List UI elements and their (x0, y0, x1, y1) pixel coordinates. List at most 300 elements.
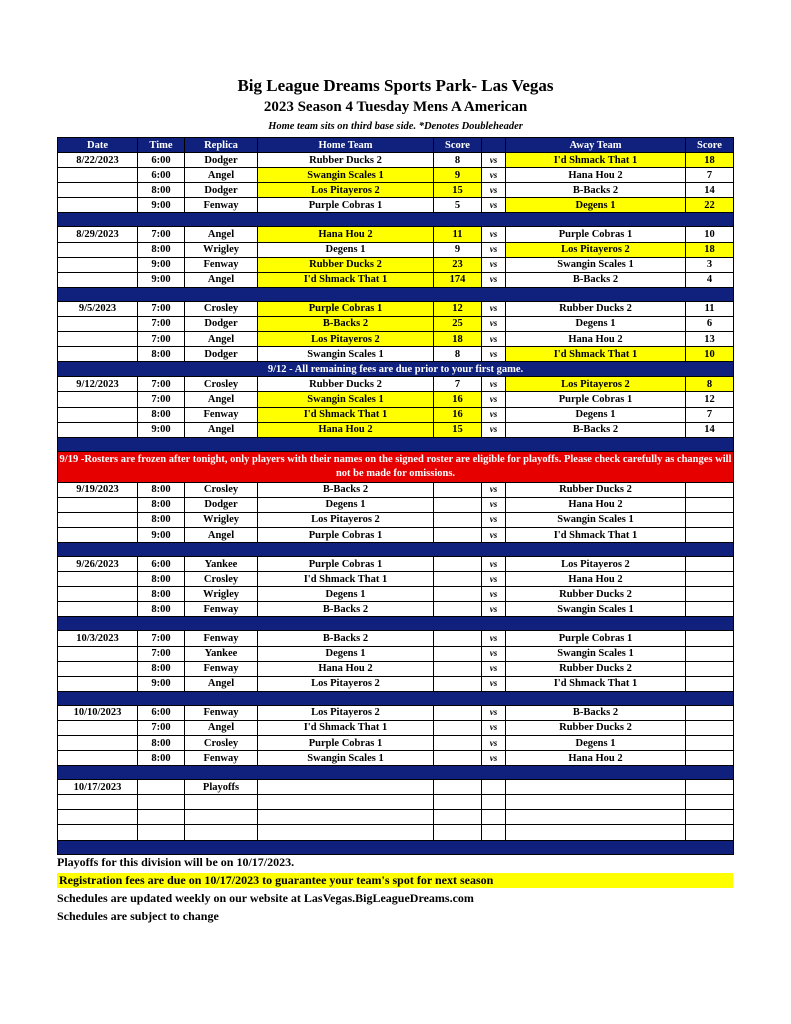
vs-label: vs (482, 227, 506, 242)
home-team: B-Backs 2 (258, 631, 434, 646)
vs-label: vs (482, 602, 506, 617)
game-time: 7:00 (138, 631, 185, 646)
game-row (58, 482, 734, 497)
game-date: 8/29/2023 (58, 227, 138, 242)
game-date (58, 257, 138, 272)
game-row (58, 810, 734, 825)
separator-cell (58, 213, 734, 227)
away-team: Swangin Scales 1 (506, 512, 686, 527)
game-date: 10/3/2023 (58, 631, 138, 646)
week-separator (58, 691, 734, 705)
home-score (434, 587, 482, 602)
home-score: 15 (434, 183, 482, 198)
footer-change-note: Schedules are subject to change (57, 909, 219, 923)
week-separator (58, 287, 734, 301)
vs-label: vs (482, 661, 506, 676)
away-team: B-Backs 2 (506, 272, 686, 287)
field-replica: Fenway (185, 602, 258, 617)
away-score (686, 557, 734, 572)
away-team (506, 825, 686, 840)
week-separator (58, 840, 734, 854)
game-date (58, 825, 138, 840)
home-score: 16 (434, 407, 482, 422)
home-score (434, 780, 482, 795)
game-time: 6:00 (138, 557, 185, 572)
game-row (58, 512, 734, 527)
home-team: Purple Cobras 1 (258, 736, 434, 751)
game-date (58, 407, 138, 422)
vs-label: vs (482, 257, 506, 272)
field-replica: Angel (185, 720, 258, 735)
field-replica: Crosley (185, 482, 258, 497)
away-score (686, 512, 734, 527)
home-score: 8 (434, 153, 482, 168)
game-time: 7:00 (138, 316, 185, 331)
game-row (58, 153, 734, 168)
home-team: B-Backs 2 (258, 602, 434, 617)
field-replica: Angel (185, 527, 258, 542)
away-score: 3 (686, 257, 734, 272)
field-replica: Fenway (185, 705, 258, 720)
home-team: I'd Shmack That 1 (258, 407, 434, 422)
game-date (58, 272, 138, 287)
away-score (686, 631, 734, 646)
game-date (58, 751, 138, 766)
game-date (58, 512, 138, 527)
footer-playoffs-note: Playoffs for this division will be on 10/17/2023. (57, 855, 295, 869)
away-team: Rubber Ducks 2 (506, 661, 686, 676)
field-replica: Wrigley (185, 512, 258, 527)
vs-label: vs (482, 272, 506, 287)
game-row (58, 332, 734, 347)
home-score: 18 (434, 332, 482, 347)
game-row (58, 257, 734, 272)
schedule-table (57, 137, 734, 855)
separator-cell (58, 691, 734, 705)
home-score: 8 (434, 347, 482, 362)
field-replica: Yankee (185, 557, 258, 572)
game-row (58, 301, 734, 316)
home-team: Degens 1 (258, 242, 434, 257)
game-date (58, 795, 138, 810)
away-team: Hana Hou 2 (506, 332, 686, 347)
away-score: 18 (686, 153, 734, 168)
game-row (58, 602, 734, 617)
home-score (434, 497, 482, 512)
game-row (58, 347, 734, 362)
game-time: 7:00 (138, 392, 185, 407)
away-score (686, 527, 734, 542)
game-time: 6:00 (138, 705, 185, 720)
vs-label: vs (482, 316, 506, 331)
col-header-away-team: Away Team (506, 138, 686, 153)
away-score (686, 676, 734, 691)
away-score (686, 810, 734, 825)
game-row (58, 676, 734, 691)
home-score: 12 (434, 301, 482, 316)
field-replica: Angel (185, 332, 258, 347)
game-date (58, 602, 138, 617)
home-score: 174 (434, 272, 482, 287)
home-score (434, 736, 482, 751)
away-team: I'd Shmack That 1 (506, 676, 686, 691)
game-time: 8:00 (138, 242, 185, 257)
field-replica: Yankee (185, 646, 258, 661)
away-score: 14 (686, 422, 734, 437)
away-score: 13 (686, 332, 734, 347)
field-replica (185, 795, 258, 810)
field-replica: Crosley (185, 736, 258, 751)
away-score: 10 (686, 227, 734, 242)
game-date (58, 183, 138, 198)
col-header-vs (482, 138, 506, 153)
home-team: Hana Hou 2 (258, 422, 434, 437)
home-score (434, 602, 482, 617)
home-team (258, 810, 434, 825)
away-score (686, 780, 734, 795)
home-score (434, 661, 482, 676)
home-team: B-Backs 2 (258, 316, 434, 331)
vs-label: vs (482, 242, 506, 257)
game-time: 8:00 (138, 587, 185, 602)
away-team: B-Backs 2 (506, 183, 686, 198)
field-replica: Fenway (185, 257, 258, 272)
vs-label: vs (482, 736, 506, 751)
game-time: 7:00 (138, 646, 185, 661)
game-row (58, 198, 734, 213)
away-team: Swangin Scales 1 (506, 257, 686, 272)
game-row (58, 587, 734, 602)
game-row (58, 557, 734, 572)
game-time: 7:00 (138, 227, 185, 242)
away-score (686, 661, 734, 676)
vs-label: vs (482, 392, 506, 407)
home-team: Degens 1 (258, 497, 434, 512)
table-header-row (58, 138, 734, 153)
away-score (686, 572, 734, 587)
game-date: 9/12/2023 (58, 377, 138, 392)
home-score (434, 482, 482, 497)
away-score (686, 646, 734, 661)
away-team: Los Pitayeros 2 (506, 377, 686, 392)
separator-cell (58, 437, 734, 451)
away-score: 11 (686, 301, 734, 316)
game-time (138, 780, 185, 795)
game-time (138, 810, 185, 825)
game-time: 8:00 (138, 751, 185, 766)
vs-label: vs (482, 198, 506, 213)
game-date (58, 720, 138, 735)
separator-cell (58, 287, 734, 301)
game-time: 8:00 (138, 572, 185, 587)
col-header-replica: Replica (185, 138, 258, 153)
home-team: Swangin Scales 1 (258, 347, 434, 362)
game-time: 9:00 (138, 527, 185, 542)
game-row (58, 825, 734, 840)
home-score (434, 705, 482, 720)
away-team: Swangin Scales 1 (506, 646, 686, 661)
col-header-date: Date (58, 138, 138, 153)
field-replica: Crosley (185, 301, 258, 316)
home-team: Purple Cobras 1 (258, 198, 434, 213)
vs-label: vs (482, 183, 506, 198)
away-team: Degens 1 (506, 736, 686, 751)
away-score: 4 (686, 272, 734, 287)
game-time: 6:00 (138, 168, 185, 183)
away-score (686, 587, 734, 602)
game-row (58, 407, 734, 422)
game-row (58, 183, 734, 198)
fees-notice-row (58, 362, 734, 377)
away-score (686, 720, 734, 735)
away-team: I'd Shmack That 1 (506, 527, 686, 542)
field-replica: Angel (185, 422, 258, 437)
vs-label: vs (482, 347, 506, 362)
vs-label: vs (482, 422, 506, 437)
game-row (58, 497, 734, 512)
home-score (434, 631, 482, 646)
home-score: 9 (434, 168, 482, 183)
game-time: 8:00 (138, 661, 185, 676)
away-score (686, 602, 734, 617)
away-team: Degens 1 (506, 198, 686, 213)
home-score: 7 (434, 377, 482, 392)
game-time: 8:00 (138, 183, 185, 198)
home-team (258, 795, 434, 810)
away-team: Rubber Ducks 2 (506, 482, 686, 497)
roster-warning: 9/19 -Rosters are frozen after tonight, only players with their names on the signed roster are eligible for playoffs. Please check carefully as changes will not be made for omissions. (58, 451, 734, 482)
separator-cell (58, 840, 734, 854)
game-time: 8:00 (138, 482, 185, 497)
game-row (58, 392, 734, 407)
away-score (686, 751, 734, 766)
away-score: 7 (686, 407, 734, 422)
home-score (434, 572, 482, 587)
footer-registration-note: Registration fees are due on 10/17/2023 to guarantee your team's spot for next season (57, 873, 733, 888)
game-row (58, 631, 734, 646)
home-score (434, 810, 482, 825)
game-time: 8:00 (138, 347, 185, 362)
home-score (434, 676, 482, 691)
game-date (58, 646, 138, 661)
away-team (506, 780, 686, 795)
game-row (58, 795, 734, 810)
away-score: 14 (686, 183, 734, 198)
game-row (58, 780, 734, 795)
away-team (506, 795, 686, 810)
game-time: 8:00 (138, 512, 185, 527)
home-team: Los Pitayeros 2 (258, 332, 434, 347)
home-team: Hana Hou 2 (258, 661, 434, 676)
footer-website-note: Schedules are updated weekly on our website at LasVegas.BigLeagueDreams.com (57, 891, 474, 905)
vs-label: vs (482, 631, 506, 646)
game-time (138, 825, 185, 840)
home-score (434, 825, 482, 840)
field-replica: Fenway (185, 631, 258, 646)
home-team: Swangin Scales 1 (258, 392, 434, 407)
col-header-time: Time (138, 138, 185, 153)
game-row (58, 736, 734, 751)
home-score (434, 795, 482, 810)
vs-label: vs (482, 168, 506, 183)
game-date (58, 810, 138, 825)
game-date (58, 168, 138, 183)
home-score: 16 (434, 392, 482, 407)
away-score: 22 (686, 198, 734, 213)
separator-cell (58, 766, 734, 780)
vs-label: vs (482, 512, 506, 527)
home-team (258, 825, 434, 840)
vs-label (482, 825, 506, 840)
home-team: Los Pitayeros 2 (258, 512, 434, 527)
home-score (434, 751, 482, 766)
week-separator (58, 213, 734, 227)
game-row (58, 422, 734, 437)
home-team: Swangin Scales 1 (258, 751, 434, 766)
away-team: Hana Hou 2 (506, 751, 686, 766)
field-replica: Angel (185, 168, 258, 183)
game-date (58, 347, 138, 362)
game-date (58, 676, 138, 691)
vs-label (482, 810, 506, 825)
home-score: 23 (434, 257, 482, 272)
home-score: 25 (434, 316, 482, 331)
away-score: 12 (686, 392, 734, 407)
away-team: Purple Cobras 1 (506, 227, 686, 242)
separator-cell (58, 617, 734, 631)
field-replica: Angel (185, 392, 258, 407)
game-date (58, 422, 138, 437)
game-time: 9:00 (138, 198, 185, 213)
home-team: B-Backs 2 (258, 482, 434, 497)
separator-cell (58, 543, 734, 557)
game-date: 9/26/2023 (58, 557, 138, 572)
field-replica: Dodger (185, 347, 258, 362)
home-team: Rubber Ducks 2 (258, 153, 434, 168)
game-row (58, 227, 734, 242)
home-team (258, 780, 434, 795)
game-time: 6:00 (138, 153, 185, 168)
field-replica: Fenway (185, 407, 258, 422)
away-team: B-Backs 2 (506, 705, 686, 720)
game-row (58, 242, 734, 257)
home-team: Los Pitayeros 2 (258, 676, 434, 691)
week-separator (58, 766, 734, 780)
col-header-away-score: Score (686, 138, 734, 153)
field-replica: Wrigley (185, 587, 258, 602)
game-time: 7:00 (138, 301, 185, 316)
game-row (58, 377, 734, 392)
game-row (58, 316, 734, 331)
vs-label: vs (482, 407, 506, 422)
fees-notice: 9/12 - All remaining fees are due prior to your first game. (58, 362, 734, 377)
game-date (58, 316, 138, 331)
field-replica: Angel (185, 676, 258, 691)
field-replica (185, 810, 258, 825)
home-team: Rubber Ducks 2 (258, 257, 434, 272)
away-team: B-Backs 2 (506, 422, 686, 437)
game-time: 9:00 (138, 422, 185, 437)
home-score (434, 557, 482, 572)
away-team: Los Pitayeros 2 (506, 242, 686, 257)
away-score (686, 825, 734, 840)
home-score (434, 646, 482, 661)
game-row (58, 661, 734, 676)
game-time: 7:00 (138, 377, 185, 392)
vs-label: vs (482, 572, 506, 587)
away-score (686, 482, 734, 497)
week-separator (58, 437, 734, 451)
vs-label: vs (482, 497, 506, 512)
game-row (58, 168, 734, 183)
game-date (58, 572, 138, 587)
game-row (58, 705, 734, 720)
vs-label: vs (482, 527, 506, 542)
away-team: Hana Hou 2 (506, 572, 686, 587)
home-team: I'd Shmack That 1 (258, 720, 434, 735)
field-replica: Dodger (185, 153, 258, 168)
vs-label: vs (482, 676, 506, 691)
game-date (58, 587, 138, 602)
vs-label (482, 795, 506, 810)
game-time: 7:00 (138, 332, 185, 347)
game-time: 9:00 (138, 272, 185, 287)
game-time: 9:00 (138, 676, 185, 691)
game-date: 8/22/2023 (58, 153, 138, 168)
field-replica: Dodger (185, 497, 258, 512)
game-date (58, 198, 138, 213)
vs-label: vs (482, 646, 506, 661)
game-row (58, 720, 734, 735)
field-replica: Fenway (185, 661, 258, 676)
home-team: Purple Cobras 1 (258, 527, 434, 542)
away-team (506, 810, 686, 825)
away-team: Purple Cobras 1 (506, 392, 686, 407)
home-team: Degens 1 (258, 587, 434, 602)
field-replica: Fenway (185, 751, 258, 766)
away-score (686, 497, 734, 512)
game-row (58, 572, 734, 587)
away-team: Degens 1 (506, 316, 686, 331)
home-team: Hana Hou 2 (258, 227, 434, 242)
home-team: I'd Shmack That 1 (258, 572, 434, 587)
game-time: 8:00 (138, 497, 185, 512)
home-team: Rubber Ducks 2 (258, 377, 434, 392)
home-team: Swangin Scales 1 (258, 168, 434, 183)
away-score: 8 (686, 377, 734, 392)
game-time: 8:00 (138, 736, 185, 751)
game-time (138, 795, 185, 810)
vs-label: vs (482, 587, 506, 602)
home-score (434, 527, 482, 542)
game-date: 9/5/2023 (58, 301, 138, 316)
page-subtitle: 2023 Season 4 Tuesday Mens A American (263, 99, 528, 115)
field-replica: Dodger (185, 316, 258, 331)
col-header-home-team: Home Team (258, 138, 434, 153)
vs-label: vs (482, 332, 506, 347)
game-row (58, 527, 734, 542)
home-score (434, 512, 482, 527)
home-team: Los Pitayeros 2 (258, 705, 434, 720)
field-replica: Crosley (185, 377, 258, 392)
game-date (58, 661, 138, 676)
home-team: Degens 1 (258, 646, 434, 661)
home-score: 5 (434, 198, 482, 213)
vs-label: vs (482, 482, 506, 497)
home-team: Purple Cobras 1 (258, 301, 434, 316)
home-score (434, 720, 482, 735)
field-replica (185, 825, 258, 840)
